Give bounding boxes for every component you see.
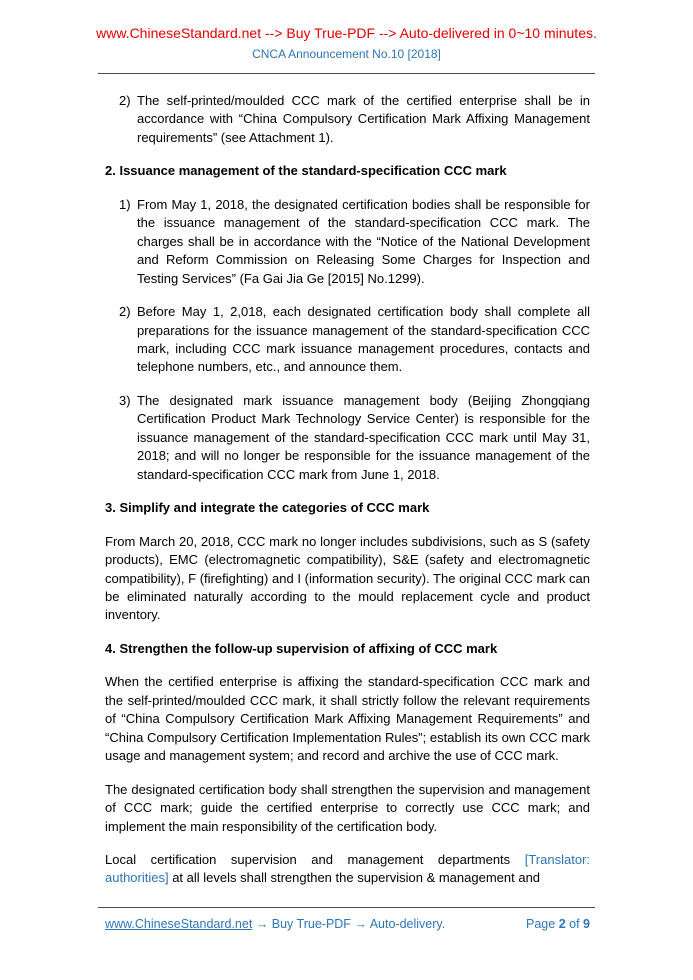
list-item-b1 bbox=[119, 196, 590, 288]
list-item-text: The designated mark issuance management body (Beijing Zhongqiang Certification Product Mark Technology Service Center) is responsible for the issuance management of the standard-specification CCC mark until May 31, 2018; and will no longer be responsible for the issuance management of the standard-specification CCC mark from June 1, 2018. bbox=[137, 392, 590, 482]
paragraph-text: at all levels shall strengthen the supervision & management and bbox=[168, 870, 541, 886]
paragraph-section-4a: When the certified enterprise is affixing the standard-specification CCC mark and the self-printed/moulded CCC mark, it shall strictly follow the relevant requirements of “China Compulsory Certification Mark Affixing Management Requirements” and “China Compulsory Certification Implementation Rules”; establish its own CCC mark usage and management system; and record and archive the use of CCC mark. bbox=[105, 674, 590, 764]
paragraph-text: Local certification supervision and management departments bbox=[105, 851, 525, 867]
section-heading-4: 4. Strengthen the follow-up supervision of affixing of CCC mark bbox=[105, 640, 498, 656]
total-pages: 9 bbox=[583, 917, 590, 931]
page-indicator bbox=[526, 917, 590, 931]
page-label: Page bbox=[526, 917, 556, 931]
list-marker: 2) bbox=[119, 93, 131, 108]
list-marker: 1) bbox=[119, 196, 131, 212]
page-number: 2 bbox=[558, 917, 566, 931]
page-footer bbox=[0, 907, 693, 931]
document-title: CNCA Announcement No.10 [2018] bbox=[252, 47, 441, 61]
footer-row bbox=[0, 908, 693, 931]
section-heading-3: 3. Simplify and integrate the categories of CCC mark bbox=[105, 500, 430, 516]
promo-banner[interactable]: www.ChineseStandard.net --> Buy True-PDF --> Auto-delivered in 0~10 minutes. bbox=[96, 25, 597, 41]
section-heading-2: 2. Issuance management of the standard-specification CCC mark bbox=[105, 163, 507, 179]
document-body bbox=[0, 74, 693, 888]
list-marker: 2) bbox=[119, 304, 131, 320]
paragraph-section-3: From March 20, 2018, CCC mark no longer includes subdivisions, such as S (safety products), EMC (electromagnetic compatibility), S&E (safety and electromagnetic compatibility), F (firefighting) and I (information security). The original CCC mark can be eliminated naturally according to the mould replacement cycle and product inventory. bbox=[105, 533, 590, 623]
footer-promo-text: → Buy True-PDF → Auto-delivery. bbox=[252, 917, 446, 931]
paragraph-section-4c bbox=[105, 851, 590, 888]
translator-note: [Translator: authorities] bbox=[105, 851, 590, 886]
list-item-b2 bbox=[119, 303, 590, 377]
list-item-text: Before May 1, 2,018, each designated certification body shall complete all preparations for the issuance management of the standard-specification CCC mark, including CCC mark issuance management procedures, contacts and telephone numbers, etc., and announce them. bbox=[137, 304, 590, 375]
list-item-text: The self-printed/moulded CCC mark of the certified enterprise shall be in accordance with “China Compulsory Certification Mark Affixing Management requirements” (see Attachment 1). bbox=[137, 93, 590, 145]
list-marker: 3) bbox=[119, 392, 131, 408]
paragraph-section-4b: The designated certification body shall strengthen the supervision and management of CCC mark; guide the certified enterprise to correctly use CCC mark; and implement the main responsibility of the certification body. bbox=[105, 781, 590, 834]
list-item-text: From May 1, 2018, the designated certification bodies shall be responsible for the issuance management of the standard-specification CCC mark. The charges shall be in accordance with the “Notice of the National Development and Reform Commission on Releasing Some Charges for Inspection and Testing Services” (Fa Gai Jia Ge [2015] No.1299). bbox=[137, 196, 590, 286]
footer-site-link[interactable]: www.ChineseStandard.net bbox=[105, 917, 253, 931]
list-item-b3 bbox=[119, 392, 590, 484]
of-label: of bbox=[569, 917, 580, 931]
list-item-a2 bbox=[119, 92, 590, 147]
footer-promo bbox=[105, 917, 445, 931]
